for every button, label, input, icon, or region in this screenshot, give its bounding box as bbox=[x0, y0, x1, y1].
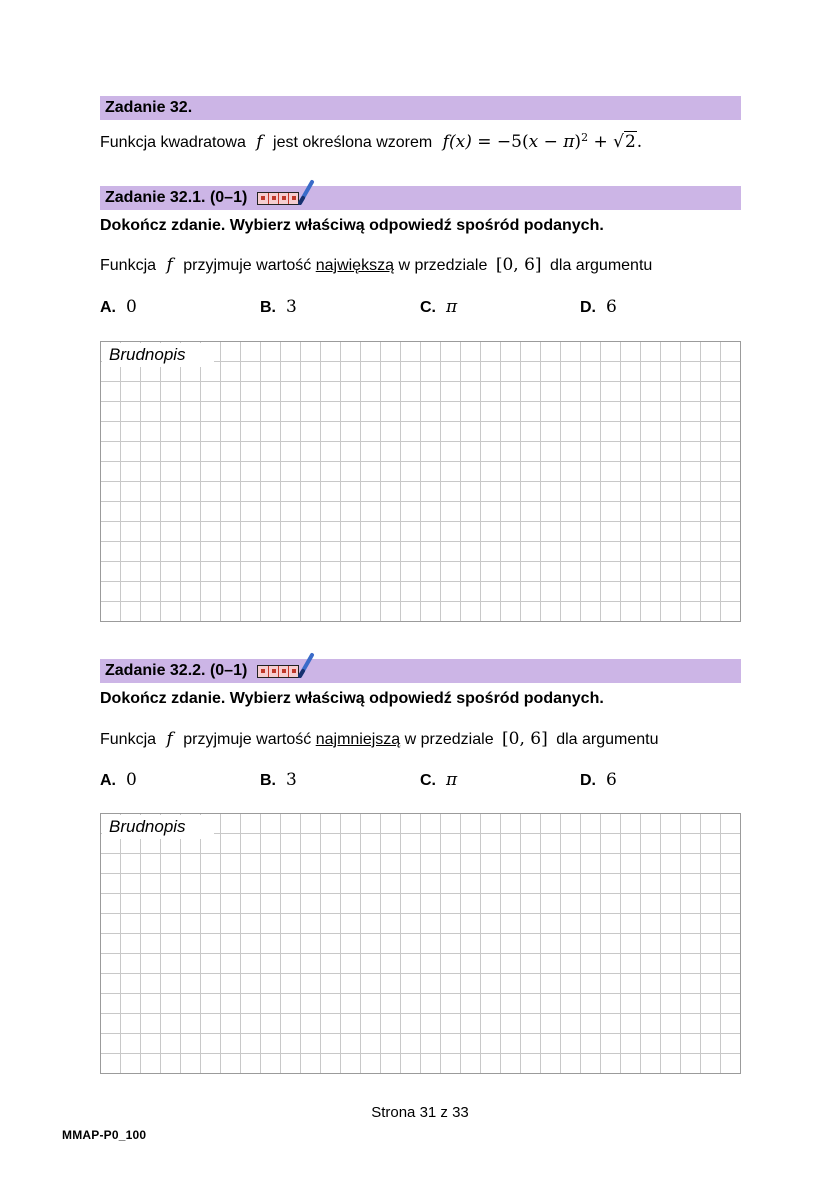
answer-boxes-icon bbox=[257, 665, 299, 678]
pen-icon bbox=[295, 179, 315, 205]
task-32-intro bbox=[100, 127, 741, 153]
function-formula: $f(x) = -5(x - \pi)^2 + √2$. bbox=[442, 131, 643, 152]
interval: [0, 6] bbox=[502, 729, 548, 749]
option-a: A. 0 bbox=[100, 770, 137, 790]
intro-text-before: Funkcja kwadratowa bbox=[100, 134, 246, 151]
answer-grid-pen-icon bbox=[257, 659, 315, 683]
task-32-1-sentence: Funkcja f przyjmuje wartość największą w przedziale [0, 6] dla argumentu bbox=[100, 255, 653, 275]
intro-text-mid: jest określona wzorem bbox=[273, 134, 433, 151]
task-32-2-sentence: Funkcja f przyjmuje wartość najmniejszą w przedziale [0, 6] dla argumentu bbox=[100, 729, 659, 749]
interval: [0, 6] bbox=[495, 255, 542, 275]
scratchpad-grid bbox=[100, 341, 741, 622]
scratchpad-grid bbox=[100, 813, 741, 1074]
function-symbol: f bbox=[166, 729, 173, 749]
option-c: C. π bbox=[420, 297, 458, 317]
exam-code: MMAP-P0_100 bbox=[62, 1128, 147, 1142]
answer-boxes-icon bbox=[257, 192, 299, 205]
task-32-1-header bbox=[100, 186, 741, 210]
option-c: C. π bbox=[420, 770, 458, 790]
page-number: Strona 31 z 33 bbox=[371, 1104, 469, 1121]
option-b: B. 3 bbox=[260, 770, 297, 790]
task-32-2-instruction: Dokończ zdanie. Wybierz właściwą odpowiedź spośród podanych. bbox=[100, 690, 604, 707]
answer-grid-pen-icon bbox=[257, 186, 315, 210]
task-32-1-title: Zadanie 32.1. (0–1) bbox=[105, 189, 248, 206]
function-symbol: f bbox=[256, 132, 263, 152]
pen-icon bbox=[295, 652, 315, 678]
underlined-word: najmniejszą bbox=[315, 731, 401, 748]
underlined-word: największą bbox=[315, 257, 394, 274]
sqrt-sign: √ bbox=[613, 132, 624, 152]
task-32-1-instruction: Dokończ zdanie. Wybierz właściwą odpowiedź spośród podanych. bbox=[100, 217, 604, 234]
scratchpad-label: Brudnopis bbox=[102, 815, 214, 839]
task-32-2-title: Zadanie 32.2. (0–1) bbox=[105, 662, 248, 679]
task-32-title: Zadanie 32. bbox=[105, 99, 193, 116]
option-a: A. 0 bbox=[100, 297, 137, 317]
scratchpad-label: Brudnopis bbox=[102, 343, 214, 367]
function-symbol: f bbox=[166, 255, 173, 275]
task-32-2-header bbox=[100, 659, 741, 683]
task-32-header bbox=[100, 96, 741, 120]
option-b: B. 3 bbox=[260, 297, 297, 317]
task-32-2-options bbox=[100, 770, 741, 790]
option-d: D. 6 bbox=[580, 297, 617, 317]
task-32-1-options bbox=[100, 297, 741, 317]
option-d: D. 6 bbox=[580, 770, 617, 790]
